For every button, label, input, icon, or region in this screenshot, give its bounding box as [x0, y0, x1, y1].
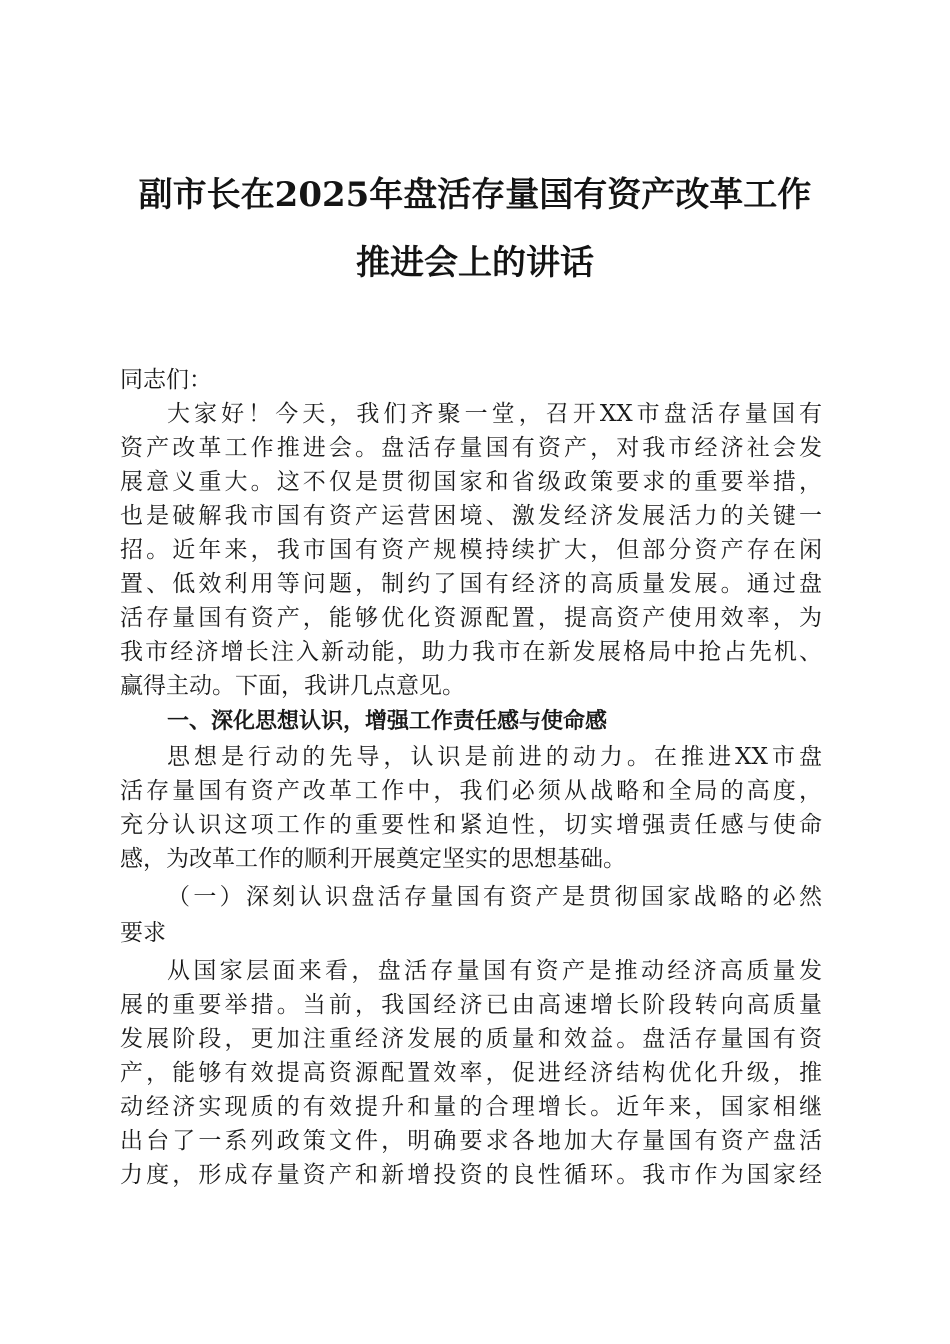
document-title-line-1: 副市长在2025年盘活存量国有资产改革工作	[138, 175, 812, 215]
paragraph-line: 我市经济增长注入新动能，助力我市在新发展格局中抢占先机、	[120, 639, 822, 665]
paragraph-line: 赢得主动。下面，我讲几点意见。	[120, 673, 465, 699]
paragraph-line: 发展阶段，更加注重经济发展的质量和效益。盘活存量国有资	[120, 1026, 822, 1052]
paragraph-line: 充分认识这项工作的重要性和紧迫性，切实增强责任感与使命	[120, 812, 822, 838]
subsection-heading-line: 要求	[120, 920, 166, 946]
paragraph-line: 力度，形成存量资产和新增投资的良性循环。我市作为国家经	[120, 1162, 822, 1188]
paragraph-line: 动经济实现质的有效提升和量的合理增长。近年来，国家相继	[120, 1094, 822, 1120]
paragraph-line: 资产改革工作推进会。盘活存量国有资产，对我市经济社会发	[120, 435, 822, 461]
paragraph-line: 大家好！今天，我们齐聚一堂，召开XX市盘活存量国有	[167, 401, 822, 427]
salutation: 同志们：	[120, 367, 212, 393]
paragraph-line: 产，能够有效提高资源配置效率，促进经济结构优化升级，推	[120, 1060, 822, 1086]
section-heading: 一、深化思想认识，增强工作责任感与使命感	[167, 709, 608, 734]
paragraph-line: 活存量国有资产改革工作中，我们必须从战略和全局的高度，	[120, 778, 822, 804]
paragraph-line: 从国家层面来看，盘活存量国有资产是推动经济高质量发	[167, 958, 822, 984]
paragraph-line: 展的重要举措。当前，我国经济已由高速增长阶段转向高质量	[120, 992, 822, 1018]
paragraph-line: 置、低效利用等问题，制约了国有经济的高质量发展。通过盘	[120, 571, 822, 597]
paragraph-line: 出台了一系列政策文件，明确要求各地加大存量国有资产盘活	[120, 1128, 822, 1154]
paragraph-line: 也是破解我市国有资产运营困境、激发经济发展活力的关键一	[120, 503, 822, 529]
paragraph-line: 感，为改革工作的顺利开展奠定坚实的思想基础。	[120, 846, 626, 872]
paragraph-line: 思想是行动的先导，认识是前进的动力。在推进XX市盘	[167, 744, 822, 770]
paragraph-line: 招。近年来，我市国有资产规模持续扩大，但部分资产存在闲	[120, 537, 822, 563]
paragraph-line: 活存量国有资产，能够优化资源配置，提高资产使用效率，为	[120, 605, 822, 631]
document-title-line-2: 推进会上的讲话	[356, 243, 594, 283]
paragraph-line: 展意义重大。这不仅是贯彻国家和省级政策要求的重要举措，	[120, 469, 822, 495]
subsection-heading-line: （一）深刻认识盘活存量国有资产是贯彻国家战略的必然	[167, 884, 822, 910]
